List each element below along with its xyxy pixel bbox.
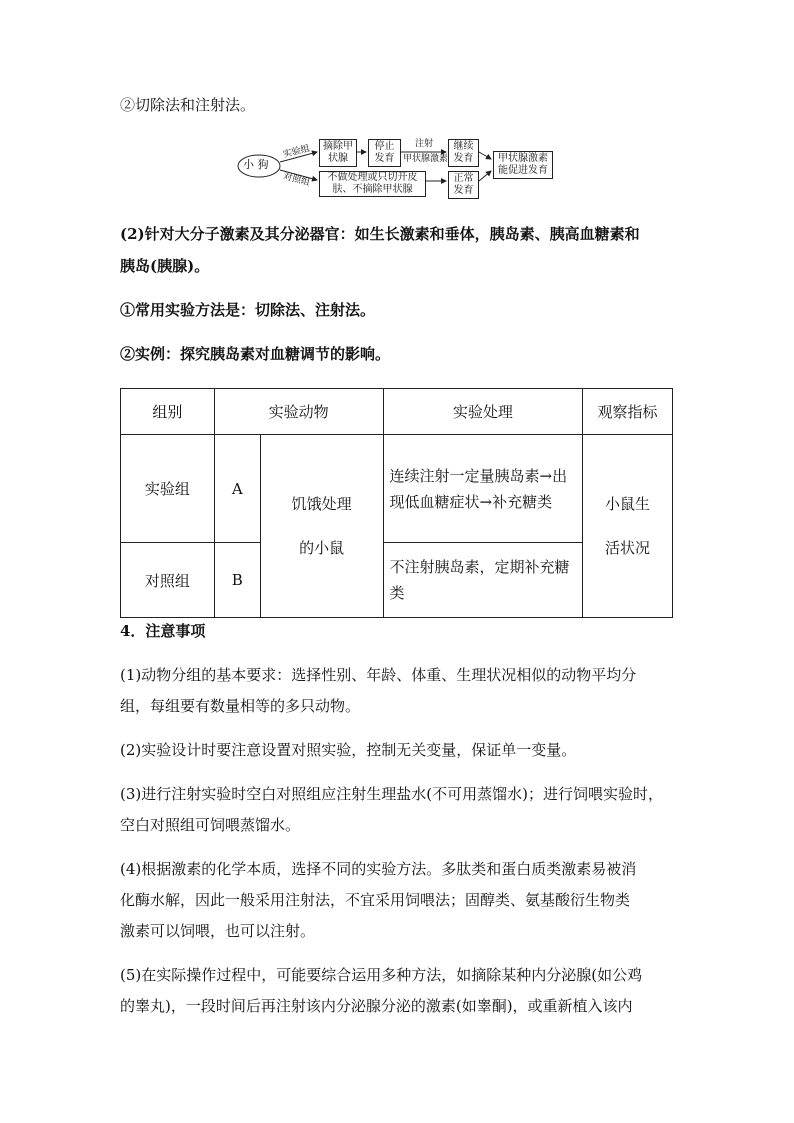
flow-box-normal-growth: 正常 发育: [448, 171, 479, 199]
flow-start-dog: 小 狗: [243, 158, 269, 171]
flow-label-control: 对照组: [282, 171, 311, 189]
flow-box-remove-thyroid: 摘除甲 状腺: [319, 139, 357, 167]
observe-line1: 小鼠生: [605, 495, 651, 513]
table-row: [121, 435, 673, 543]
note4-line2: 化酶水解，因此一般采用注射法，不宜采用饲喂法；固醇类、氨基酸衍生物类: [120, 891, 631, 909]
note1-line1: (1)动物分组的基本要求：选择性别、年龄、体重、生理状况相似的动物平均分: [120, 666, 637, 684]
animal-line2: 的小鼠: [299, 539, 345, 557]
header-observe: 观察指标: [583, 389, 673, 435]
example-item: ②实例：探究胰岛素对血糖调节的影响。: [120, 345, 391, 363]
note5-line2: 的睾丸)，一段时间后再注射该内分泌腺分泌的激素(如睾酮)，或重新植入该内: [120, 997, 633, 1015]
row2-group: 对照组: [121, 543, 215, 618]
row2-treatment: 不注射胰岛素，定期补充糖类: [383, 543, 583, 618]
experiment-table: [120, 388, 673, 618]
animal-cell: [260, 435, 383, 618]
flow-label-experimental: 实验组: [282, 143, 311, 161]
para2-line1: (2)针对大分子激素及其分泌器官：如生长激素和垂体，胰岛素、胰高血糖素和: [120, 225, 640, 243]
note4-line1: (4)根据激素的化学本质，选择不同的实验方法。多肽类和蛋白质类激素易被消: [120, 860, 637, 878]
para2-line2: 胰岛(胰腺)。: [120, 257, 210, 275]
header-animal: 实验动物: [214, 389, 383, 435]
note1-line2: 组，每组要有数量相等的多只动物。: [120, 697, 361, 715]
experiment-flow-diagram: [235, 133, 565, 205]
note4-line3: 激素可以饲喂，也可以注射。: [120, 922, 316, 940]
observe-cell: [583, 435, 673, 618]
methods-item: ①常用实验方法是：切除法、注射法。: [120, 301, 376, 319]
header-group: 组别: [121, 389, 215, 435]
flow-label-thyroid-hormone: 甲状腺激素: [403, 154, 449, 164]
row1-treatment: 连续注射一定量胰岛素→出现低血糖症状→补充糖类: [383, 435, 583, 543]
flow-box-control-treatment: 不做处理或只切开皮 肤、不摘除甲状腺: [319, 171, 426, 197]
note5-line1: (5)在实际操作过程中，可能要综合运用多种方法，如摘除某种内分泌腺(如公鸡: [120, 966, 643, 984]
section-heading-4: 4．注意事项: [120, 622, 206, 640]
header-treatment: 实验处理: [383, 389, 583, 435]
flow-label-inject: 注射: [415, 139, 434, 149]
flow-box-stop-growth: 停止 发育: [368, 139, 401, 167]
row2-code: B: [214, 543, 260, 618]
animal-line1: 饥饿处理: [291, 495, 352, 513]
note3-line1: (3)进行注射实验时空白对照组应注射生理盐水(不可用蒸馏水)；进行饲喂实验时，: [120, 785, 663, 803]
method-item-2: ②切除法和注射法。: [120, 96, 256, 114]
table-header-row: [121, 389, 673, 435]
flow-box-conclusion: 甲状腺激素 能促进发育: [493, 151, 553, 179]
note2: (2)实验设计时要注意设置对照实验，控制无关变量，保证单一变量。: [120, 741, 577, 759]
note3-line2: 空白对照组可饲喂蒸馏水。: [120, 816, 301, 834]
row1-group: 实验组: [121, 435, 215, 543]
flow-box-continue-growth: 继续 发育: [448, 139, 479, 167]
observe-line2: 活状况: [605, 539, 651, 557]
row1-code: A: [214, 435, 260, 543]
